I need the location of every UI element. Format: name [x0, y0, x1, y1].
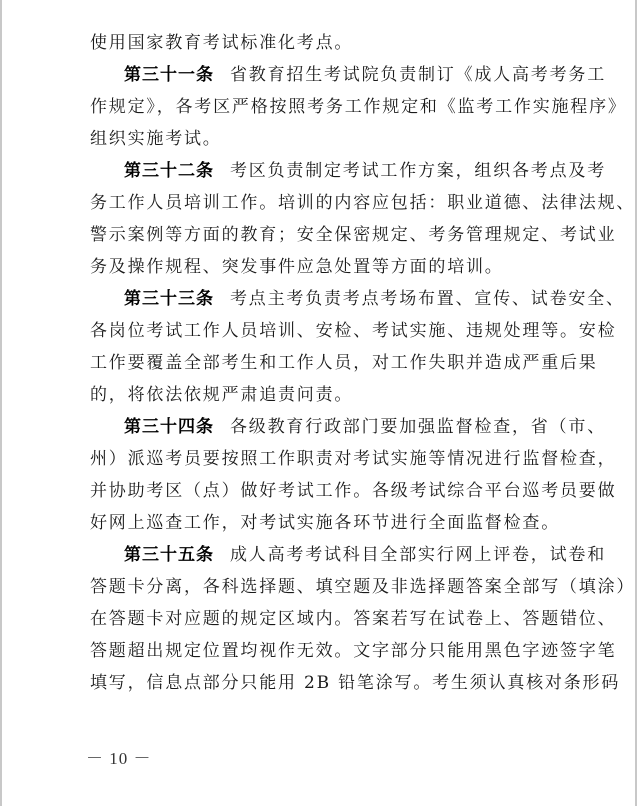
text-line: 组织实施考试。 — [90, 129, 222, 149]
text-line: 使用国家教育考试标准化考点。 — [90, 33, 354, 53]
text-line — [90, 539, 606, 571]
article-32 — [90, 155, 636, 283]
article-label: 第三十二条 — [124, 161, 214, 181]
text-line — [90, 155, 606, 187]
text-line: 州）派巡考员要按照工作职责对考试实施等情况进行监督检查， — [90, 449, 617, 469]
text-line: 在答题卡对应题的规定区域内。答案若写在试卷上、答题错位、 — [90, 609, 617, 629]
article-34 — [90, 411, 617, 539]
text-line: 务工作人员培训工作。培训的内容应包括：职业道德、法律法规、 — [90, 193, 636, 213]
article-35 — [90, 539, 636, 699]
article-label: 第三十一条 — [124, 65, 214, 85]
text-line: 答题超出规定位置均视作无效。文字部分只能用黑色字迹签字笔 — [90, 641, 617, 661]
article-label: 第三十五条 — [124, 545, 214, 565]
article-text: 考区负责制定考试工作方案，组织各考点及考 — [230, 161, 606, 181]
article-33 — [90, 283, 625, 411]
text-line: 答题卡分离，各科选择题、填空题及非选择题答案全部写（填涂） — [90, 577, 636, 597]
text-line: 并协助考区（点）做好考试工作。各级考试综合平台巡考员要做 — [90, 481, 617, 501]
document-body — [90, 27, 636, 699]
page-number: － 10 － — [86, 749, 152, 768]
text-line: 工作要覆盖全部考生和工作人员，对工作失职并造成严重后果 — [90, 353, 598, 373]
article-label: 第三十三条 — [124, 289, 214, 309]
text-line: 各岗位考试工作人员培训、安检、考试实施、违规处理等。安检 — [90, 321, 617, 341]
text-line — [90, 283, 625, 315]
text-line: 好网上巡查工作，对考试实施各环节进行全面监督检查。 — [90, 513, 560, 533]
text-line: 的，将依法依规严肃追责问责。 — [90, 385, 354, 405]
article-text: 省教育招生考试院负责制订《成人高考考务工 — [230, 65, 606, 85]
text-line: 警示案例等方面的教育；安全保密规定、考务管理规定、考试业 — [90, 225, 617, 245]
article-text: 各级教育行政部门要加强监督检查，省（市、 — [230, 417, 606, 437]
article-31 — [90, 59, 627, 155]
text-line: 作规定》，各考区严格按照考务工作规定和《监考工作实施程序》 — [90, 97, 627, 117]
text-line — [90, 411, 606, 443]
text-line: 务及操作规程、突发事件应急处置等方面的培训。 — [90, 257, 504, 277]
text-line: 填写，信息点部分只能用 2B 铅笔涂写。考生须认真核对条形码 — [90, 673, 621, 693]
article-label: 第三十四条 — [124, 417, 214, 437]
article-text: 考点主考负责考点考场布置、宣传、试卷安全、 — [230, 289, 625, 309]
text-line — [90, 59, 606, 91]
article-text: 成人高考考试科目全部实行网上评卷，试卷和 — [230, 545, 606, 565]
